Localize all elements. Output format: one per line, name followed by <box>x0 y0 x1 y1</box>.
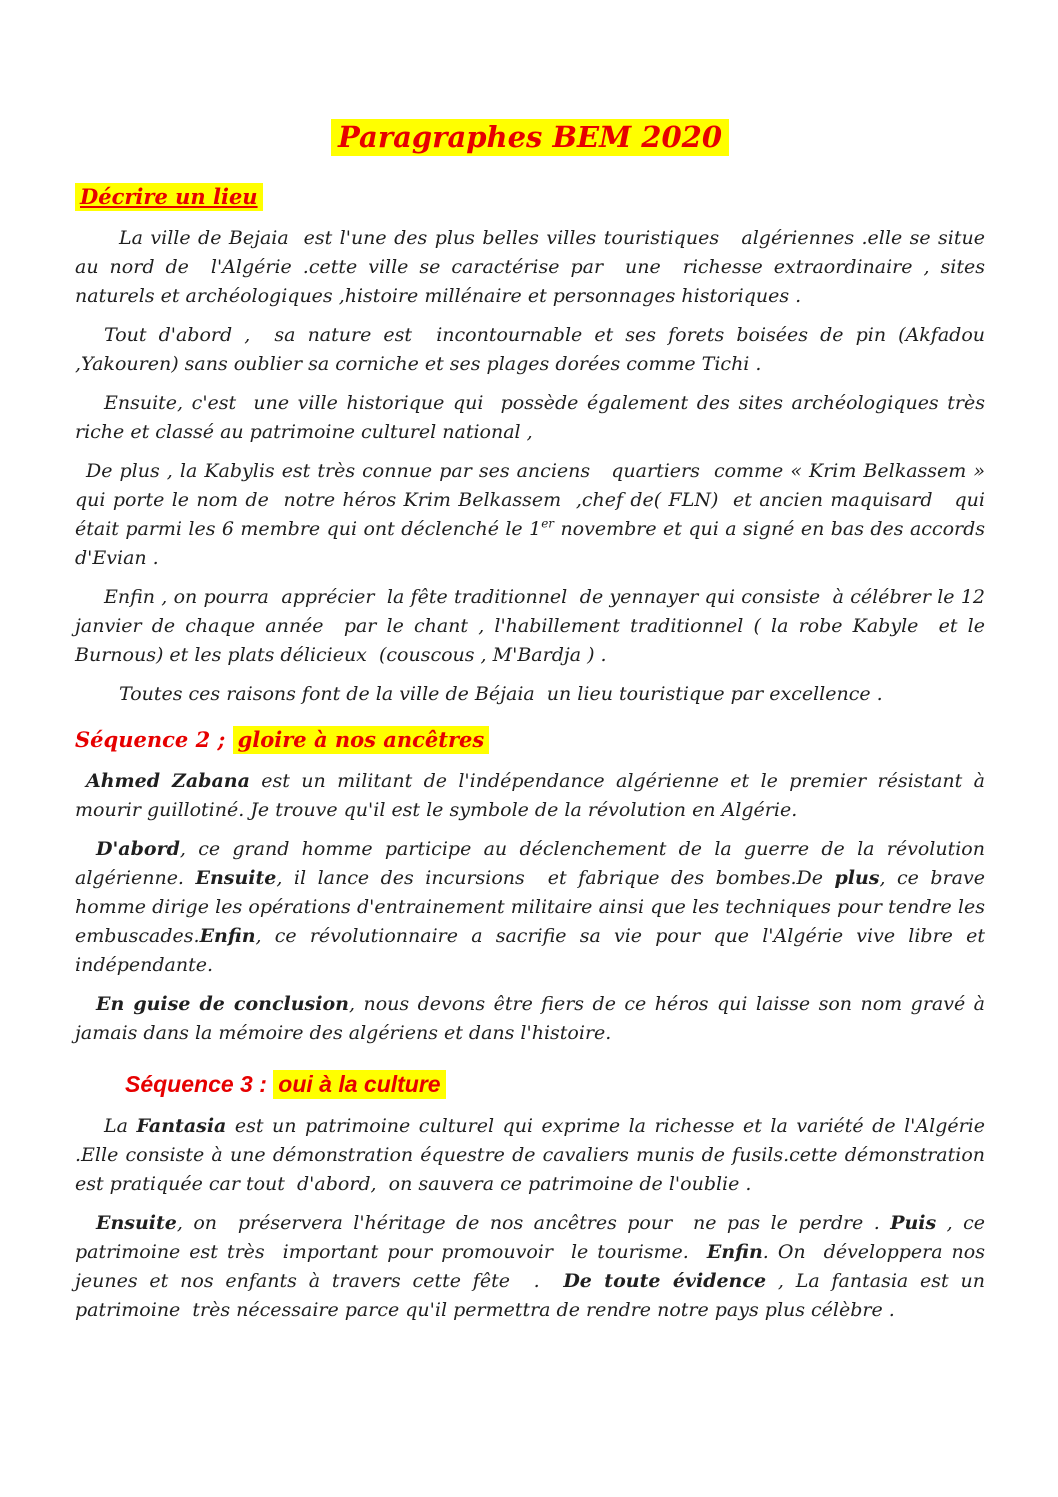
bold-text: Fantasia <box>136 1115 227 1137</box>
body-text: , il lance des incursions et fabrique des bombes.De <box>276 867 835 889</box>
body-text: . On développera nos jeunes et nos enfants à travers cette fête . <box>75 1241 992 1292</box>
paragraph <box>75 1112 1004 1199</box>
heading-sequence-3 <box>125 1068 985 1100</box>
paragraph <box>75 583 992 670</box>
bold-text: D'abord <box>96 838 180 860</box>
body-text: est un militant de l'indépendance algérienne et le premier résistant à mourir guillotiné. Je trouve qu'il est le symbole de la révolution en Algérie. <box>75 770 992 821</box>
bold-text: De toute évidence <box>563 1270 767 1292</box>
body-text: , nous devons être fiers de ce héros qui laisse son nom gravé à jamais dans la mémoire des algériens et dans l'histoire. <box>75 993 992 1044</box>
heading-prefix: Séquence 2 ; <box>75 727 233 752</box>
heading-decrire-un-lieu <box>75 182 985 212</box>
body-text: , ce patrimoine est très important pour promouvoir le tourisme. <box>75 1212 998 1263</box>
heading-sequence-2 <box>75 725 985 755</box>
paragraph <box>75 1209 998 1325</box>
heading-prefix: Séquence 3 : <box>125 1071 274 1097</box>
superscript-text: er <box>541 516 555 531</box>
body-text: La ville de Bejaia est l'une des plus belles villes touristiques algériennes .elle se situe au nord de l'Algérie .cette ville se caractérise par une richesse extraordinaire , sites naturels et archéologiques ,histoire millénaire et personnages historiques . <box>75 227 992 307</box>
document-blocks <box>75 182 1004 1325</box>
body-text: Toutes ces raisons font de la ville de Béjaia un lieu touristique par excellence . <box>119 683 883 705</box>
body-text: est un patrimoine culturel qui exprime la richesse et la variété de l'Algérie .Elle consiste à une démonstration équestre de cavaliers munis de fusils.cette démonstration est pratiquée car tout d'abord, on sauvera ce patrimoine de l'oublie . <box>75 1115 1004 1195</box>
body-text: , ce brave homme dirige les opérations d'entrainement militaire ainsi que les techniques pour tendre les embuscades. <box>75 867 992 947</box>
body-text: , ce révolutionnaire a sacrifie sa vie pour que l'Algérie vive libre et indépendante. <box>75 925 992 976</box>
paragraph <box>75 990 992 1048</box>
body-text: De plus , la Kabylis est très connue par ses anciens quartiers comme « Krim Belkassem » qui porte le nom de notre héros Krim Belkassem ,chef de( FLN) et ancien maquisard qui était parmi les 6 membre qui ont déclenché le 1 <box>75 460 992 540</box>
paragraph <box>75 767 992 825</box>
bold-text: En guise de conclusion <box>96 993 349 1015</box>
heading-highlight: Décrire un lieu <box>75 183 263 211</box>
bold-text: plus <box>834 867 880 889</box>
paragraph <box>75 457 992 573</box>
body-text: Enfin , on pourra apprécier la fête traditionnel de yennayer qui consiste à célébrer le 12 janvier de chaque année par le chant , l'habillement traditionnel ( la robe Kabyle et le Burnous) et les plats délicieux (couscous , M'Bardja ) . <box>75 586 992 666</box>
heading-highlight: gloire à nos ancêtres <box>233 726 490 754</box>
body-text: , La fantasia est un patrimoine très nécessaire parce qu'il permettra de rendre notre pays plus célèbre . <box>75 1270 992 1321</box>
body-text: Ensuite, c'est une ville historique qui possède également des sites archéologiques très riche et classé au patrimoine culturel national , <box>75 392 992 443</box>
paragraph <box>75 321 998 379</box>
body-text: novembre et qui a signé en bas des accords d'Evian . <box>75 518 992 569</box>
bold-text: Enfin <box>199 925 256 947</box>
document-title-text: Paragraphes BEM 2020 <box>331 119 729 156</box>
paragraph <box>75 389 992 447</box>
paragraph <box>75 835 992 980</box>
heading-highlight: oui à la culture <box>273 1070 445 1099</box>
body-text: Tout d'abord , sa nature est incontournable et ses forets boisées de pin (Akfadou ,Yakouren) sans oublier sa corniche et ses plages dorées comme Tichi . <box>75 324 998 375</box>
bold-text: Puis <box>890 1212 937 1234</box>
bold-text: Ahmed Zabana <box>86 770 250 792</box>
body-text: , on préservera l'héritage de nos ancêtres pour ne pas le perdre . <box>176 1212 891 1234</box>
bold-text: Enfin <box>706 1241 763 1263</box>
bold-text: Ensuite <box>195 867 277 889</box>
paragraph <box>75 680 985 709</box>
document-title <box>75 118 985 156</box>
body-text: La <box>104 1115 137 1137</box>
bold-text: Ensuite <box>96 1212 177 1234</box>
paragraph <box>75 224 992 311</box>
body-text: , ce grand homme participe au déclenchement de la guerre de la révolution algérienne. <box>75 838 992 889</box>
